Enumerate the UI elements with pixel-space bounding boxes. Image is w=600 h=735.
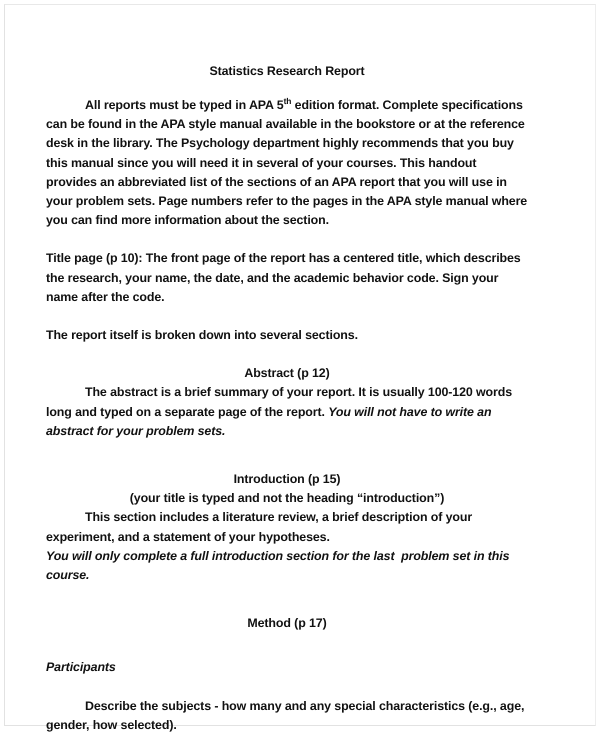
paragraph-apa-format-text-after-superscript: edition format. Complete specifications can be found in the APA style manual available in the bookstore or at the reference desk in the library. The Psychology department highly recommends that you buy this manual since you will need it in several of your courses. This handout provides an abbreviated list of the sections of an APA report that you will use in your problem sets. Page numbers refer to the pages in the APA style manual where you can find more information about the section. (46, 98, 528, 228)
spacer (46, 345, 528, 364)
paragraph-broken-down: The report itself is broken down into several sections. (46, 328, 358, 343)
heading-introduction: Introduction (p 15) (233, 472, 341, 487)
spacer (46, 79, 528, 96)
paragraph-participants-body: Describe the subjects - how many and any special characteristics (e.g., age, gender, how selected). (46, 698, 525, 732)
paragraph-abstract-plain-text: The abstract is a brief summary of your report. It is usually 100-120 words long and typed on a separate page of the report. (46, 385, 513, 419)
paragraph-title-page: Title page (p 10): The front page of the report has a centered title, which describes the research, your name, the date, and the academic behavior code. Sign your name after the code. (46, 251, 521, 304)
document-text-body (46, 0, 528, 735)
paragraph-abstract-italic-note: You will not have to write an abstract for your problem sets. (46, 404, 492, 438)
heading-method: Method (p 17) (247, 616, 327, 631)
page-title: Statistics Research Report (209, 64, 365, 78)
spacer (46, 230, 528, 249)
subheading-participants: Participants (46, 660, 116, 675)
spacer (46, 460, 528, 470)
spacer (46, 604, 528, 614)
paragraph-apa-format (46, 96, 528, 230)
paragraph-introduction-body: This section includes a literature review, a brief description of your experiment, and a statement of your hypotheses. (46, 510, 473, 544)
spacer (46, 441, 528, 460)
ordinal-suffix-superscript: th (283, 95, 292, 106)
spacer (46, 678, 528, 697)
heading-abstract: Abstract (p 12) (244, 366, 330, 381)
spacer (46, 633, 528, 652)
spacer (46, 307, 528, 326)
subheading-introduction-note: (your title is typed and not the heading “introduction”) (129, 491, 445, 506)
spacer (46, 585, 528, 604)
paragraph-apa-format-text-before-superscript: All reports must be typed in APA 5 (85, 98, 284, 112)
paragraph-introduction-italic-note: You will only complete a full introduction section for the last problem set in this course. (46, 548, 513, 583)
paragraph-abstract-body (46, 383, 528, 441)
